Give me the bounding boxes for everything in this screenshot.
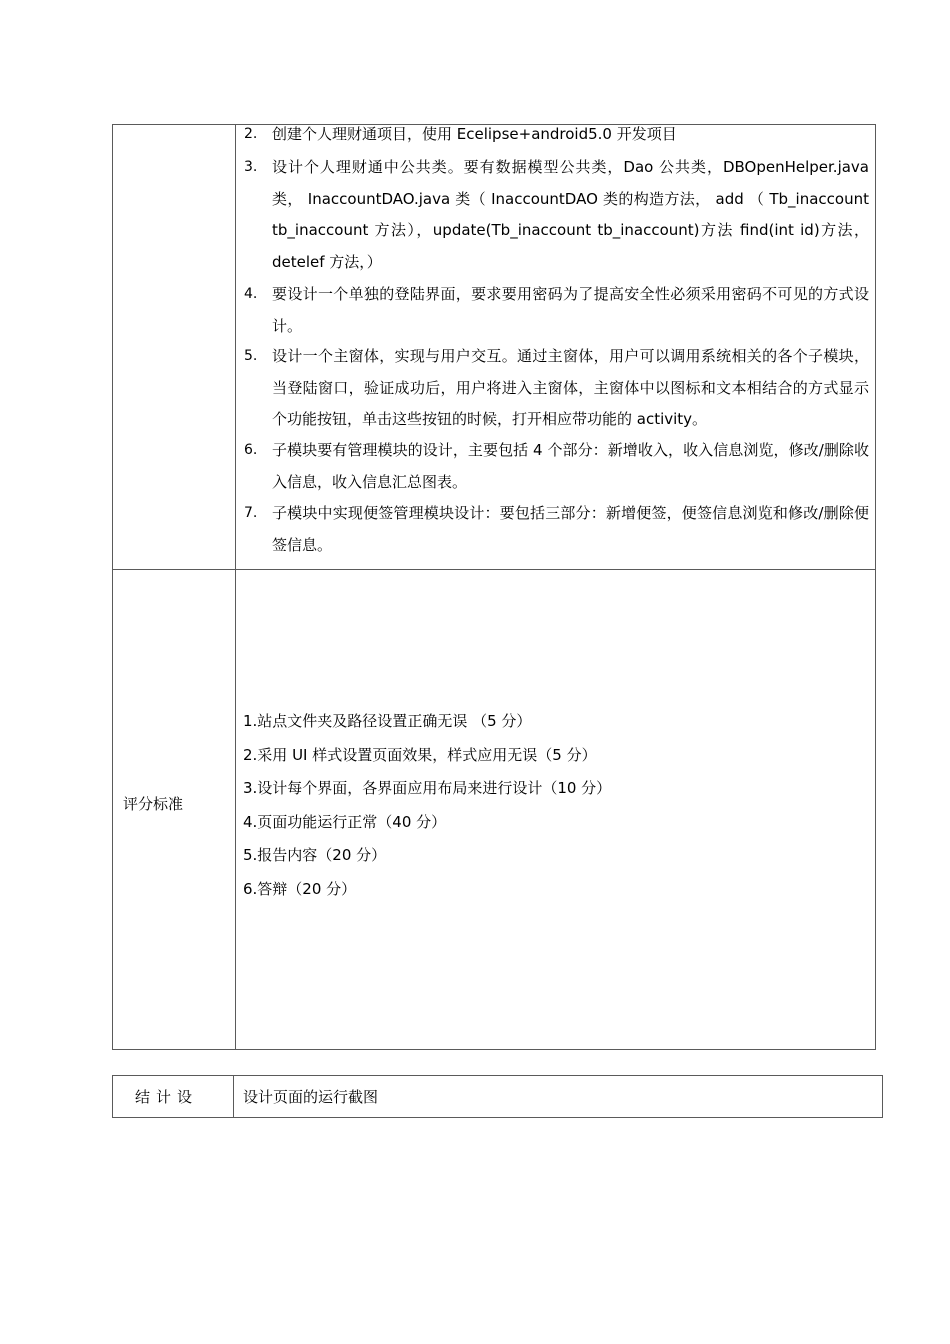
- list-item-text: 子模块要有管理模块的设计，主要包括 4 个部分：新增收入，收入信息浏览，修改/删除收入信息，收入信息汇总图表。: [272, 441, 869, 491]
- list-item-text: 设计个人理财通中公共类。要有数据模型公共类，Dao 公共类，DBOpenHelper.java 类， InaccountDAO.java 类（ InaccountDAO 类的构造方法， add （ Tb_inaccount tb_inaccount 方法），update(Tb_inaccount tb_inaccount)方法 find(int id)方法，detelef 方法，）: [272, 158, 869, 271]
- requirements-table: [112, 124, 876, 1050]
- list-item-text: 子模块中实现便签管理模块设计：要包括三部分：新增便签，便签信息浏览和修改/删除便签信息。: [272, 504, 869, 554]
- list-item: [235, 119, 876, 151]
- scoring-criteria-list: [243, 705, 611, 906]
- list-item: [235, 498, 876, 561]
- list-item-text: 要设计一个单独的登陆界面，要求要用密码为了提高安全性必须采用密码不可见的方式设计。: [272, 285, 869, 335]
- table-column-divider: [233, 1076, 234, 1117]
- list-item-number: 4.: [244, 286, 258, 302]
- list-item-number: 3.: [244, 159, 258, 175]
- design-label: 结计设: [135, 1088, 199, 1106]
- list-item-text: 创建个人理财通项目，使用 Ecelipse+android5.0 开发项目: [272, 125, 677, 143]
- list-item-number: 5.: [244, 348, 258, 364]
- design-table: [112, 1075, 883, 1118]
- list-item: [235, 279, 876, 342]
- scoring-criteria-label: 评分标准: [123, 795, 184, 813]
- scoring-item: 4.页面功能运行正常（40 分）: [243, 812, 447, 831]
- list-item: [235, 152, 876, 278]
- scoring-item: 3.设计每个界面，各界面应用布局来进行设计（10 分）: [243, 779, 612, 797]
- list-item-number: 2.: [244, 126, 258, 142]
- table-row-divider: [113, 569, 875, 570]
- scoring-item: 2.采用 UI 样式设置页面效果，样式应用无误（5 分）: [243, 745, 597, 764]
- list-item-text: 设计一个主窗体，实现与用户交互。通过主窗体，用户可以调用系统相关的各个子模块，当登陆窗口，验证成功后，用户将进入主窗体，主窗体中以图标和文本相结合的方式显示个功能按钮，单击这些按钮的时候，打开相应带功能的 activity。: [272, 347, 869, 428]
- requirements-list: [235, 125, 876, 569]
- design-description: 设计页面的运行截图: [243, 1088, 379, 1106]
- scoring-item: 5.报告内容（20 分）: [243, 846, 387, 864]
- list-item: [235, 435, 876, 498]
- list-item: [235, 341, 876, 436]
- list-item-number: 7.: [244, 505, 258, 521]
- scoring-item: 1.站点文件夹及路径设置正确无误 （5 分）: [243, 712, 532, 730]
- scoring-item: 6.答辩（20 分）: [243, 879, 357, 898]
- list-item-number: 6.: [244, 442, 258, 458]
